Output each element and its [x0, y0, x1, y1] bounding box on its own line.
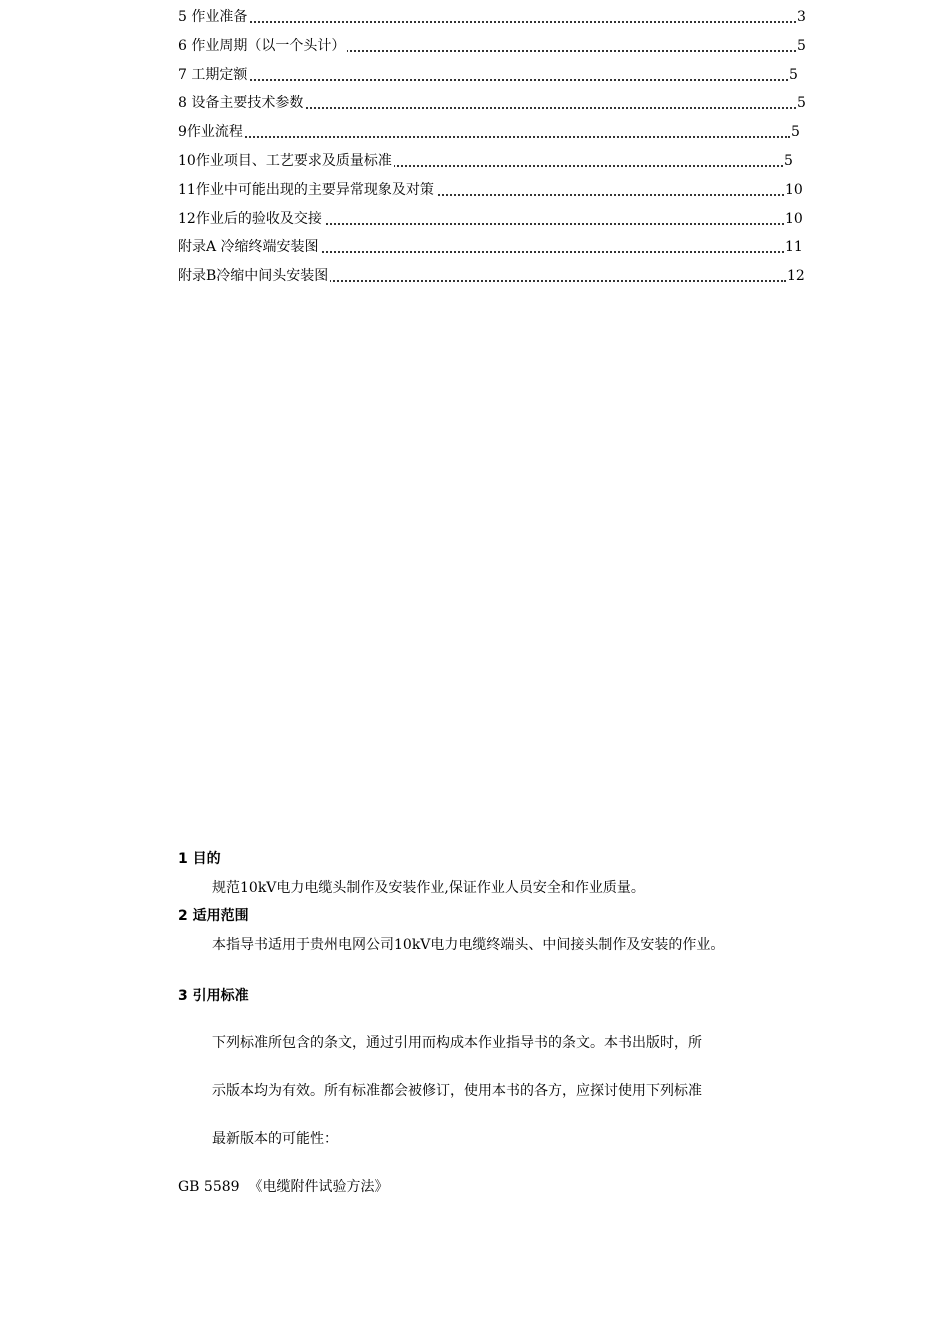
toc-item[interactable] — [178, 91, 818, 120]
toc-item-page: 3 — [796, 5, 806, 29]
toc-item[interactable] — [178, 63, 818, 92]
toc-item-page: 5 — [783, 149, 793, 173]
toc-item-page: 10 — [784, 178, 803, 202]
toc-item-page: 5 — [796, 34, 806, 58]
toc-item[interactable] — [178, 207, 818, 236]
toc-item-label: 12作业后的验收及交接 — [178, 207, 324, 231]
toc-item[interactable] — [178, 149, 818, 178]
toc-item-page: 11 — [784, 235, 803, 259]
toc-item-page: 10 — [784, 207, 803, 231]
toc-item[interactable] — [178, 5, 818, 34]
toc-item-label: 9作业流程 — [178, 120, 245, 144]
toc-item-label: 7 工期定额 — [178, 63, 249, 87]
toc-item[interactable] — [178, 34, 818, 63]
section-body-references-line: 下列标准所包含的条文，通过引用而构成本作业指导书的条文。本书出版时，所 — [212, 1035, 702, 1051]
toc-item-label: 附录A 冷缩终端安装图 — [178, 235, 321, 259]
reference-standard-item: GB 5589 《电缆附件试验方法》 — [178, 1179, 389, 1195]
toc-item-label: 8 设备主要技术参数 — [178, 91, 305, 115]
table-of-contents — [178, 5, 818, 293]
section-heading-references: 3 引用标准 — [178, 988, 249, 1004]
toc-item-label: 6 作业周期（以一个头计） — [178, 34, 347, 58]
section-body-references-line: 最新版本的可能性： — [212, 1131, 338, 1147]
toc-leader-dots — [178, 21, 796, 23]
toc-item[interactable] — [178, 264, 818, 293]
toc-item-label: 11作业中可能出现的主要异常现象及对策 — [178, 178, 436, 202]
toc-item[interactable] — [178, 235, 818, 264]
toc-item-label: 10作业项目、工艺要求及质量标准 — [178, 149, 394, 173]
toc-item[interactable] — [178, 178, 818, 207]
section-body-references-line: 示版本均为有效。所有标准都会被修订，使用本书的各方，应探讨使用下列标准 — [212, 1083, 702, 1099]
toc-item-page: 5 — [788, 63, 798, 87]
section-heading-scope: 2 适用范围 — [178, 908, 249, 924]
toc-leader-dots — [178, 136, 790, 138]
toc-leader-dots — [178, 79, 788, 81]
toc-item-page: 5 — [790, 120, 800, 144]
section-heading-purpose: 1 目的 — [178, 851, 221, 867]
toc-item-label: 5 作业准备 — [178, 5, 249, 29]
toc-item-label: 附录B冷缩中间头安装图 — [178, 264, 330, 288]
section-body-purpose: 规范10kV电力电缆头制作及安装作业,保证作业人员安全和作业质量。 — [212, 880, 645, 896]
section-body-scope: 本指导书适用于贵州电网公司10kV电力电缆终端头、中间接头制作及安装的作业。 — [212, 937, 725, 953]
toc-item[interactable] — [178, 120, 818, 149]
toc-item-page: 5 — [796, 91, 806, 115]
toc-item-page: 12 — [786, 264, 805, 288]
